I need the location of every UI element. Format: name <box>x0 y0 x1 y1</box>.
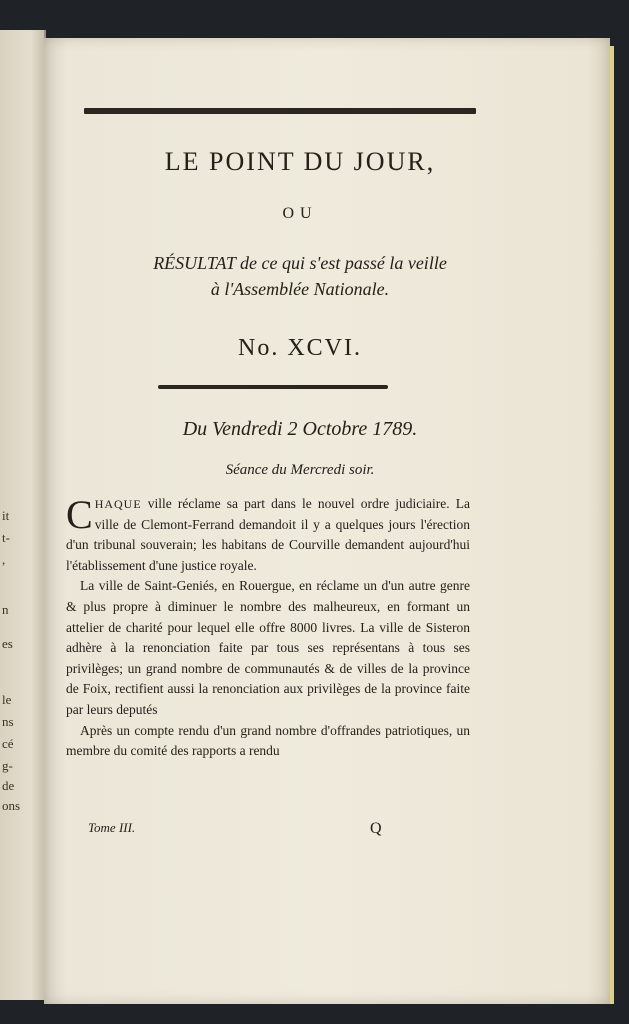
drop-cap: C <box>66 492 93 537</box>
paragraph-2: La ville de Saint-Geniés, en Rouergue, en réclame un d'un autre genre & plus propre à diminuer le nombre des malheureux, en formant un attelier de charité pour lequel elle offre 8000 livres. La ville de Sisteron adhère à la renonciation faite par tous ses représentans à tous ses privilèges; un grand nombre de communautés & de villes de la province de Foix, rectifient aussi la renonciation aux privilèges de la province faite par leurs deputés <box>66 578 470 717</box>
left-page-fragment: cé <box>2 736 14 751</box>
issue-number: No. XCVI. <box>238 335 362 361</box>
left-page-fragment: es <box>2 636 13 651</box>
subtitle-line-2: à l'Assemblée Nationale. <box>210 279 390 299</box>
left-page-fragment: le <box>2 692 12 707</box>
middle-rule-divider <box>158 385 388 389</box>
paragraph-1 <box>66 494 470 576</box>
left-page-fragment: t- <box>2 530 10 545</box>
subtitle-line-1: RÉSULTAT de ce qui s'est passé la veille <box>153 253 447 273</box>
left-page-fragment: n <box>2 602 9 617</box>
left-facing-page <box>0 30 46 1000</box>
article-body <box>66 494 470 762</box>
volume-label: Tome III. <box>88 820 136 835</box>
newspaper-subtitle <box>60 250 540 302</box>
newspaper-title: LE POINT DU JOUR, <box>164 147 436 176</box>
top-rule-divider <box>84 108 476 114</box>
left-page-fragment: it <box>2 508 10 523</box>
left-page-fragment: ns <box>2 714 14 729</box>
signature-mark: Q <box>370 820 382 837</box>
issue-date: Du Vendredi 2 Octobre 1789. <box>182 418 418 440</box>
first-word: HAQUE <box>94 497 142 511</box>
session-heading: Séance du Mercredi soir. <box>225 462 375 478</box>
left-page-fragment: g- <box>2 758 13 773</box>
left-page-fragment: ons <box>2 798 21 813</box>
paragraph-3: Après un compte rendu d'un grand nombre d'offrandes patriotiques, un membre du comité des rapports a rendu <box>66 722 470 759</box>
title-conjunction: OU <box>282 205 318 222</box>
left-page-fragment: , <box>2 552 6 567</box>
paragraph-1-text: ville réclame sa part dans le nouvel ordre judiciaire. La ville de Clemont-Ferrand demandoit il y a quelques jours l'érection d'un tribunal souverain; les habitans de Courville demandent aujourd'hui l'établissement d'une justice royale. <box>66 496 470 573</box>
left-page-fragment: de <box>2 778 15 793</box>
